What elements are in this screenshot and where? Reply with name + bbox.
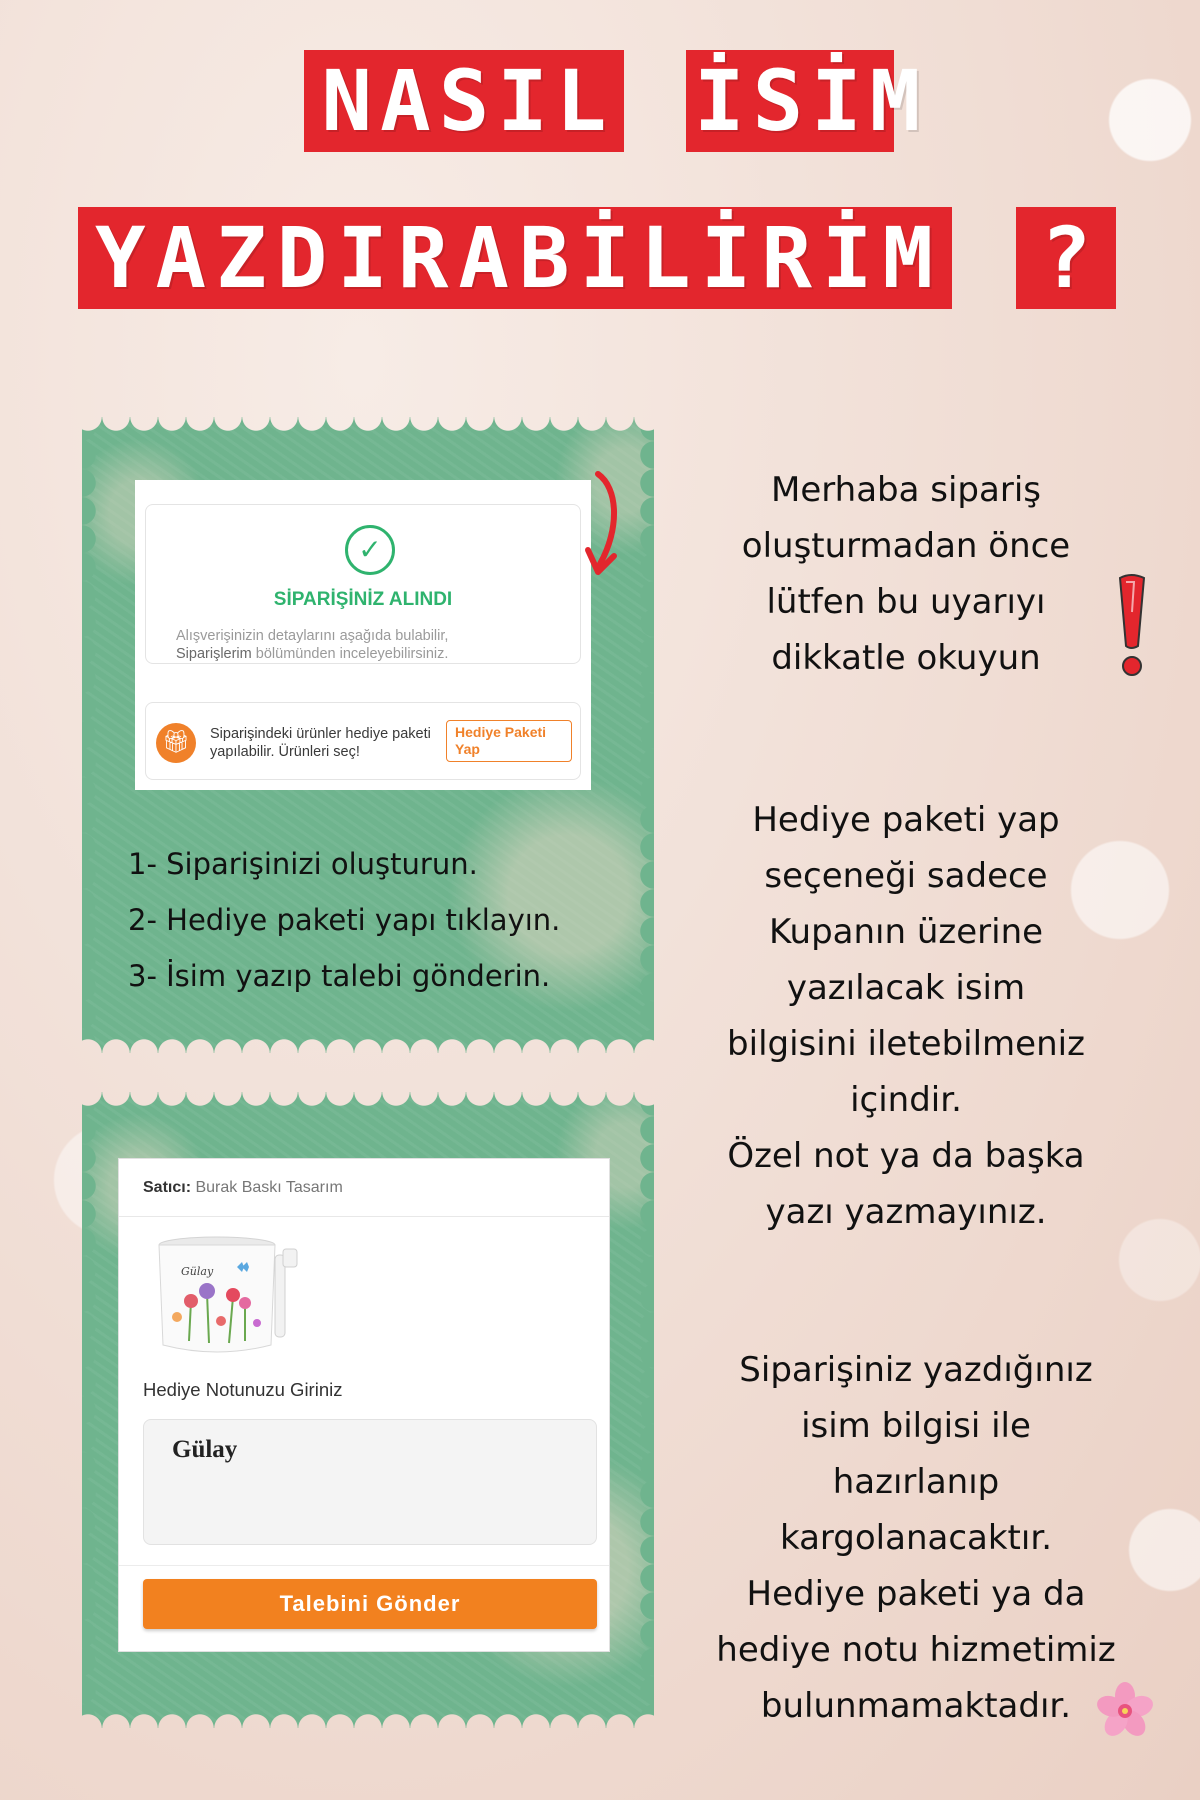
orders-link[interactable]: Siparişlerim — [176, 646, 252, 662]
title-word-isim: İSİM — [686, 50, 894, 152]
gift-package-button[interactable]: Hediye Paketi Yap — [446, 720, 572, 762]
gift-icon: 🎁︎ — [156, 723, 196, 763]
flower-icon — [1094, 1680, 1156, 1742]
curved-arrow-icon — [578, 468, 626, 580]
mug-product-image — [149, 1231, 299, 1359]
shipping-info-text: Siparişiniz yazdığınız isim bilgisi ile hazırlanıp kargolanacaktır. Hediye paketi ya da hediye notu hizmetimiz bulunmamaktadır. — [716, 1350, 1116, 1726]
exclamation-icon — [1108, 572, 1154, 680]
order-success-title: SİPARİŞİNİZ ALINDI — [273, 589, 453, 610]
title-word-nasil: NASIL — [304, 50, 624, 152]
gift-note-card — [118, 1158, 610, 1652]
gift-note-input[interactable]: Gülay — [143, 1419, 597, 1545]
gift-package-box — [145, 702, 581, 780]
divider — [119, 1565, 609, 1566]
warning-intro-text: Merhaba sipariş oluşturmadan önce lütfen bu uyarıyı dikkatle okuyun — [741, 470, 1071, 678]
step-2: 2- Hediye paketi yapı tıklayın. — [128, 903, 561, 937]
gift-note-label: Hediye Notunuzu Giriniz — [143, 1379, 343, 1400]
order-confirmation-card — [135, 480, 591, 790]
title-question-mark: ? — [1016, 207, 1116, 309]
gift-package-text: Siparişindeki ürünler hediye paketi yapılabilir. Ürünleri seç! — [210, 726, 431, 760]
check-circle-icon: ✓ — [345, 525, 395, 575]
seller-info: Satıcı: Burak Baskı Tasarım — [119, 1159, 609, 1217]
title-line-2 — [78, 207, 1116, 309]
order-success-box — [145, 504, 581, 664]
order-success-description: Alışverişinizin detaylarını aşağıda bulabilir, Siparişlerim bölümünden inceleyebilirsiniz. — [176, 628, 449, 662]
submit-request-button[interactable]: Talebini Gönder — [143, 1579, 597, 1629]
step-1: 1- Siparişinizi oluşturun. — [128, 847, 478, 881]
title-word-yazdirabilirim: YAZDIRABİLİRİM — [78, 207, 952, 309]
svg-text:Gülay: Gülay — [181, 1265, 214, 1278]
title-line-1 — [304, 50, 929, 152]
gift-package-info-text: Hediye paketi yap seçeneği sadece Kupanın üzerine yazılacak isim bilgisini iletebilmeniz içindir. Özel not ya da başka yazı yazmayınız. — [727, 800, 1085, 1232]
steps-list — [128, 836, 648, 1004]
step-3: 3- İsim yazıp talebi gönderin. — [128, 959, 551, 993]
